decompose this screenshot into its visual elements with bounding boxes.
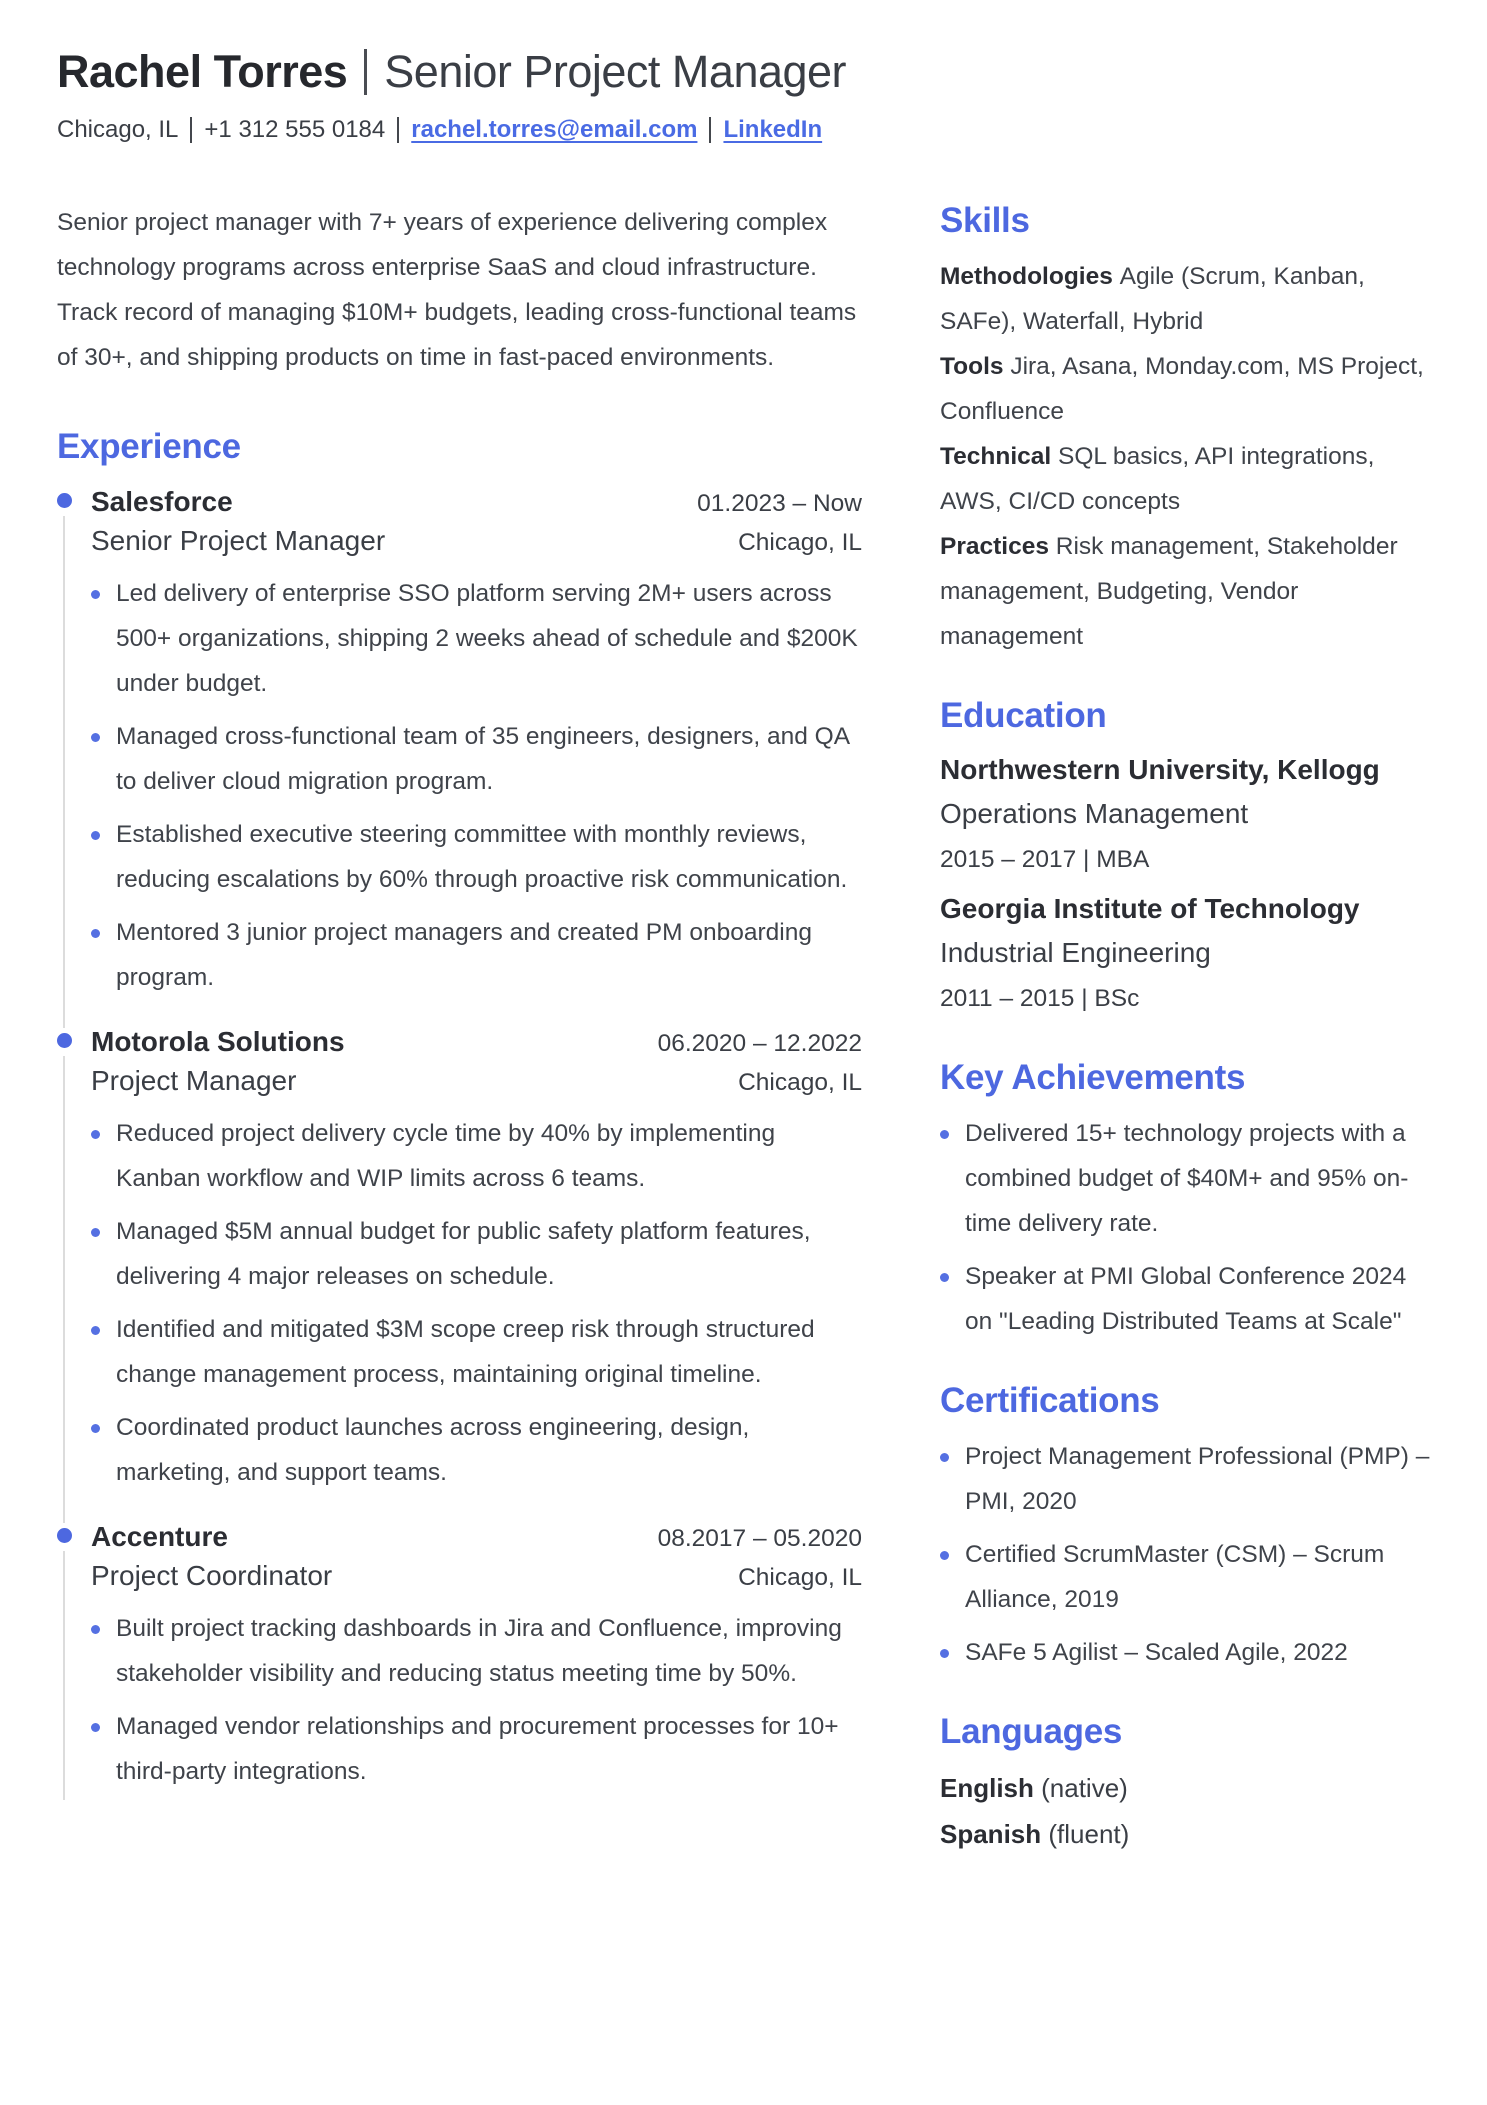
contact-location: Chicago, IL (57, 116, 179, 143)
skills-heading: Skills (940, 201, 1030, 240)
bullet-item: Delivered 15+ technology projects with a combined budget of $40M+ and 95% on-time delivery rate. (965, 1111, 1430, 1246)
job-header-row (91, 484, 862, 522)
experience-entry (57, 1024, 862, 1495)
two-column-layout (57, 200, 1430, 1893)
job-role: Senior Project Manager (91, 525, 386, 556)
achievements-heading: Key Achievements (940, 1058, 1246, 1097)
experience-list (57, 484, 862, 1794)
header (57, 44, 1430, 100)
languages-heading: Languages (940, 1712, 1123, 1751)
bullet-item: Coordinated product launches across engineering, design, marketing, and support teams. (116, 1405, 862, 1495)
skill-text: Risk management, Stakeholder management, Budgeting, Vendor management (940, 533, 1398, 650)
skill-label: Technical (940, 443, 1059, 470)
contact-separator (709, 117, 711, 143)
certifications-list (940, 1434, 1430, 1675)
language-name: English (940, 1773, 1042, 1803)
achievements-list (940, 1111, 1430, 1344)
linkedin-link[interactable]: LinkedIn (723, 116, 823, 143)
summary-paragraph: Senior project manager with 7+ years of experience delivering complex technology programs across enterprise SaaS and cloud infrastructure. Track record of managing $10M+ budgets, leading cross-functional teams of 30+, and shipping products on time in fast-paced environments. (57, 209, 857, 371)
skill-group (940, 434, 1430, 524)
contact-separator (190, 117, 192, 143)
company-name: Accenture (91, 1521, 228, 1552)
skill-text: Jira, Asana, Monday.com, MS Project, Confluence (940, 353, 1424, 425)
skill-group (940, 254, 1430, 344)
education-heading: Education (940, 696, 1107, 735)
bullet-item: Built project tracking dashboards in Jira and Confluence, improving stakeholder visibility and reducing status meeting time by 50%. (116, 1606, 862, 1696)
school-program: Operations Management (940, 798, 1249, 829)
job-dates: 01.2023 – Now (697, 490, 862, 517)
contact-bar (57, 114, 1430, 146)
language-level: (native) (1041, 1773, 1128, 1803)
school-dates: 2011 – 2015 | BSc (940, 985, 1140, 1012)
bullet-item: SAFe 5 Agilist – Scaled Agile, 2022 (965, 1630, 1430, 1675)
bullet-item: Established executive steering committee with monthly reviews, reducing escalations by 60% through proactive risk communication. (116, 812, 862, 902)
job-location: Chicago, IL (738, 1564, 862, 1591)
company-name: Salesforce (91, 486, 233, 517)
job-location: Chicago, IL (738, 529, 862, 556)
skill-text: SQL basics, API integrations, AWS, CI/CD concepts (940, 443, 1375, 515)
timeline-dot-icon (57, 1528, 72, 1543)
job-header-row (91, 1024, 862, 1062)
achievements-section (940, 1057, 1430, 1344)
job-role: Project Manager (91, 1065, 297, 1096)
language-name: Spanish (940, 1819, 1049, 1849)
education-section (940, 695, 1430, 1021)
skills-section (940, 200, 1430, 659)
timeline-dot-icon (57, 493, 72, 508)
school-dates: 2015 – 2017 | MBA (940, 846, 1150, 873)
bullet-item: Managed $5M annual budget for public safety platform features, delivering 4 major releases on schedule. (116, 1209, 862, 1299)
left-column (57, 200, 862, 1893)
certifications-heading: Certifications (940, 1381, 1160, 1420)
timeline-line (63, 516, 65, 1028)
right-column (940, 200, 1430, 1893)
school-program: Industrial Engineering (940, 937, 1211, 968)
job-dates: 08.2017 – 05.2020 (657, 1525, 862, 1552)
skills-list (940, 254, 1430, 659)
job-subheader-row (91, 1062, 862, 1102)
email-link[interactable]: rachel.torres@email.com (411, 116, 698, 143)
skill-group (940, 524, 1430, 659)
job-bullets (91, 571, 862, 1000)
header-divider (364, 49, 367, 95)
job-bullets (91, 1111, 862, 1495)
job-dates: 06.2020 – 12.2022 (657, 1030, 862, 1057)
certifications-section (940, 1380, 1430, 1675)
skill-text: Agile (Scrum, Kanban, SAFe), Waterfall, Hybrid (940, 263, 1365, 335)
skill-label: Methodologies (940, 263, 1120, 290)
language-row (940, 1811, 1430, 1857)
experience-heading: Experience (57, 427, 241, 466)
education-list (940, 749, 1430, 1021)
languages-section (940, 1711, 1430, 1857)
job-header-row (91, 1519, 862, 1557)
skill-label: Practices (940, 533, 1056, 560)
timeline-line (63, 1551, 65, 1800)
language-row (940, 1765, 1430, 1811)
company-name: Motorola Solutions (91, 1026, 345, 1057)
language-level: (fluent) (1048, 1819, 1130, 1849)
bullet-item: Managed vendor relationships and procurement processes for 10+ third-party integrations. (116, 1704, 862, 1794)
job-subheader-row (91, 522, 862, 562)
bullet-item: Mentored 3 junior project managers and created PM onboarding program. (116, 910, 862, 1000)
timeline-dot-icon (57, 1033, 72, 1048)
bullet-item: Led delivery of enterprise SSO platform serving 2M+ users across 500+ organizations, shipping 2 weeks ahead of schedule and $200K under budget. (116, 571, 862, 706)
job-location: Chicago, IL (738, 1069, 862, 1096)
education-entry (940, 749, 1430, 882)
contact-separator (397, 117, 399, 143)
bullet-item: Identified and mitigated $3M scope creep risk through structured change management process, maintaining original timeline. (116, 1307, 862, 1397)
education-entry (940, 888, 1430, 1021)
bullet-item: Speaker at PMI Global Conference 2024 on "Leading Distributed Teams at Scale" (965, 1254, 1430, 1344)
skill-label: Tools (940, 353, 1011, 380)
timeline-line (63, 1056, 65, 1523)
contact-phone: +1 312 555 0184 (204, 116, 386, 143)
job-role: Project Coordinator (91, 1560, 333, 1591)
experience-entry (57, 1519, 862, 1794)
person-title: Senior Project Manager (384, 46, 847, 97)
school-name: Georgia Institute of Technology (940, 893, 1360, 924)
bullet-item: Certified ScrumMaster (CSM) – Scrum Alliance, 2019 (965, 1532, 1430, 1622)
job-subheader-row (91, 1557, 862, 1597)
person-name: Rachel Torres (57, 46, 348, 97)
skill-group (940, 344, 1430, 434)
job-bullets (91, 1606, 862, 1794)
bullet-item: Reduced project delivery cycle time by 40% by implementing Kanban workflow and WIP limits across 6 teams. (116, 1111, 862, 1201)
school-name: Northwestern University, Kellogg (940, 754, 1380, 785)
experience-entry (57, 484, 862, 1000)
bullet-item: Managed cross-functional team of 35 engineers, designers, and QA to deliver cloud migration program. (116, 714, 862, 804)
bullet-item: Project Management Professional (PMP) – PMI, 2020 (965, 1434, 1430, 1524)
languages-list (940, 1765, 1430, 1857)
